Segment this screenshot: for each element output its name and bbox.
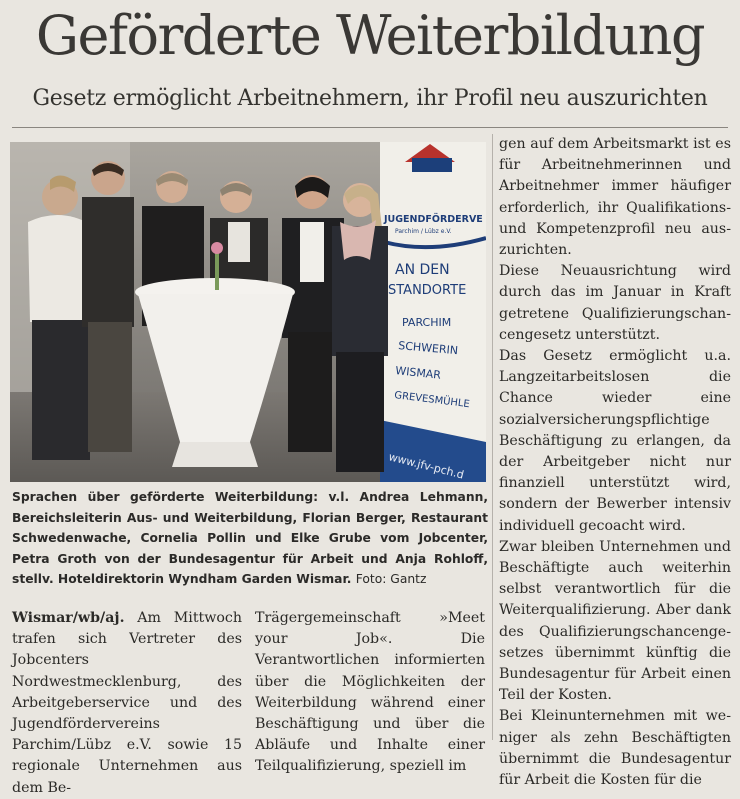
column-3-paragraph-5: Bei Kleinunternehmen mit weniger als zehn Beschäftigten übernimmt die Bundesagentur für Arbeit die Kosten für die [499,708,731,789]
column-2-text: Trägergemeinschaft »Meet your Job«. Die Verantwortlichen informierten über die Möglichkeiten der Weiterbildung während einer Beschäftigung und über die Abläufe und Inhalte einer Teilqualifizierung, speziell im [255,610,485,775]
dateline: Wismar/wb/aj. [12,610,125,626]
banner-location: SCHWERIN [397,339,459,358]
article-photo [10,142,486,482]
photo-illustration [10,142,486,482]
column-divider [492,134,493,740]
article-column-1 [12,608,242,799]
banner-heading-1: AN DEN [395,262,450,278]
column-3-paragraph-3: Das Gesetz ermöglicht u.a. Langzeitarbeitslosen die Chance wieder eine sozialversicherungspflichtige Beschäftigung zu erlangen, da der Arbeitgeber nicht nur finanziell unterstützt wird, sondern der Bewerber intensiv individuell gecoacht wird. [499,348,731,534]
caption-text: Sprachen über geförderte Weiterbildung: v.l. Andrea Lehmann, Bereichsleiterin Aus- und Weiterbildung, Florian Berger, Restaurant Schwedenwache, Cornelia Pollin und Elke Grube vom Jobcenter, Petra Groth von der Bundesagentur für Arbeit und Anja Rohloff, stellv. Hoteldirektorin Wyndham Garden Wismar. [12,490,488,586]
header-rule [12,127,728,128]
column-1-text: Am Mittwoch trafen sich Vertreter des Jobcenters Nordwestmecklenburg, des Arbeitgeberservice und des Jugendfördervereins Parchim/Lübz e.V. sowie 15 regionale Unternehmen aus dem Be- [12,610,242,796]
banner [380,142,486,482]
column-3-paragraph-4: Zwar bleiben Unternehmen und Beschäftigte auch weiterhin selbst verantwortlich für die Weiterqualifizierung. Aber dank des Qualifizierungschancengesetzes übernimmt künftig die Bundesagentur für Arbeit einen Teil der Kosten. [499,538,731,704]
banner-location: WISMAR [394,364,442,382]
banner-heading-2: STANDORTE [388,283,467,298]
article-headline: Geförderte Weiterbildung [35,4,705,67]
article-column-2 [255,608,485,778]
banner-url: www.jfv-pch.d [387,450,466,482]
column-3-paragraph-2: Diese Neuausrichtung wird durch das im Januar in Kraft getretene Qualifizierungschancengesetz unterstützt. [499,263,731,343]
column-3-paragraph-1: gen auf dem Arbeitsmarkt ist es für Arbeitnehmerinnen und Arbeitnehmer immer häufiger erforderlich, ihr Qualifikations- und Kompetenzprofil neu auszurichten. [499,136,731,259]
article-column-3 [499,134,731,791]
banner-location: PARCHIM [402,316,452,329]
banner-location: GREVESMÜHLE [393,390,471,411]
photo-credit: Foto: Gantz [355,572,427,586]
column-1-paragraph [12,608,242,799]
banner-title: JUGENDFÖRDERVE [384,214,483,225]
article-subheadline: Gesetz ermöglicht Arbeitnehmern, ihr Profil neu auszurichten [32,86,708,111]
photo-caption [12,487,488,590]
banner-subtitle: Parchim / Lübz e.V. [395,228,452,235]
